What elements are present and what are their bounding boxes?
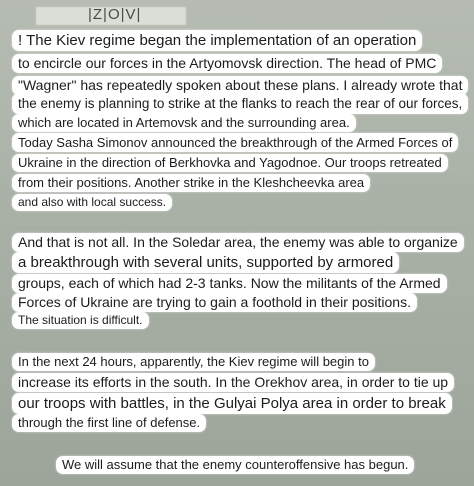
message-line: And that is not all. In the Soledar area, the enemy was able to organize: [12, 233, 464, 252]
message-line: which are located in Artemovsk and the surrounding area.: [12, 114, 356, 132]
message-line: We will assume that the enemy counteroffensive has begun.: [56, 456, 414, 474]
channel-name: |Z|O|V|: [88, 6, 142, 23]
message-line: groups, each of which had 2-3 tanks. Now the militants of the Armed: [12, 274, 447, 293]
message-line: the enemy is planning to strike at the flanks to reach the rear of our forces,: [12, 93, 468, 114]
message-line: and also with local success.: [12, 194, 172, 211]
message-line: The situation is difficult.: [12, 312, 149, 329]
message-line: "Wagner" has repeatedly spoken about these plans. I already wrote that: [12, 76, 468, 95]
message-line: a breakthrough with several units, supported by armored: [12, 252, 399, 273]
message-line: increase its efforts in the south. In the Orekhov area, in order to tie up: [12, 373, 454, 392]
message-line: Ukraine in the direction of Berkhovka and Yagodnoe. Our troops retreated: [12, 154, 448, 172]
message-line: In the next 24 hours, apparently, the Kiev regime will begin to: [12, 353, 375, 371]
message-line: to encircle our forces in the Artyomovsk direction. The head of PMC: [12, 54, 442, 73]
message-line: from their positions. Another strike in the Kleshcheevka area: [12, 174, 370, 192]
message-line: ! The Kiev regime began the implementation of an operation: [12, 30, 422, 51]
message-line: our troops with battles, in the Gulyai Polya area in order to break: [12, 393, 452, 414]
message-line: Today Sasha Simonov announced the breakthrough of the Armed Forces of: [12, 133, 458, 152]
message-line: Forces of Ukraine are trying to gain a foothold in their positions.: [12, 293, 417, 312]
message-line: through the first line of defense.: [12, 414, 206, 432]
